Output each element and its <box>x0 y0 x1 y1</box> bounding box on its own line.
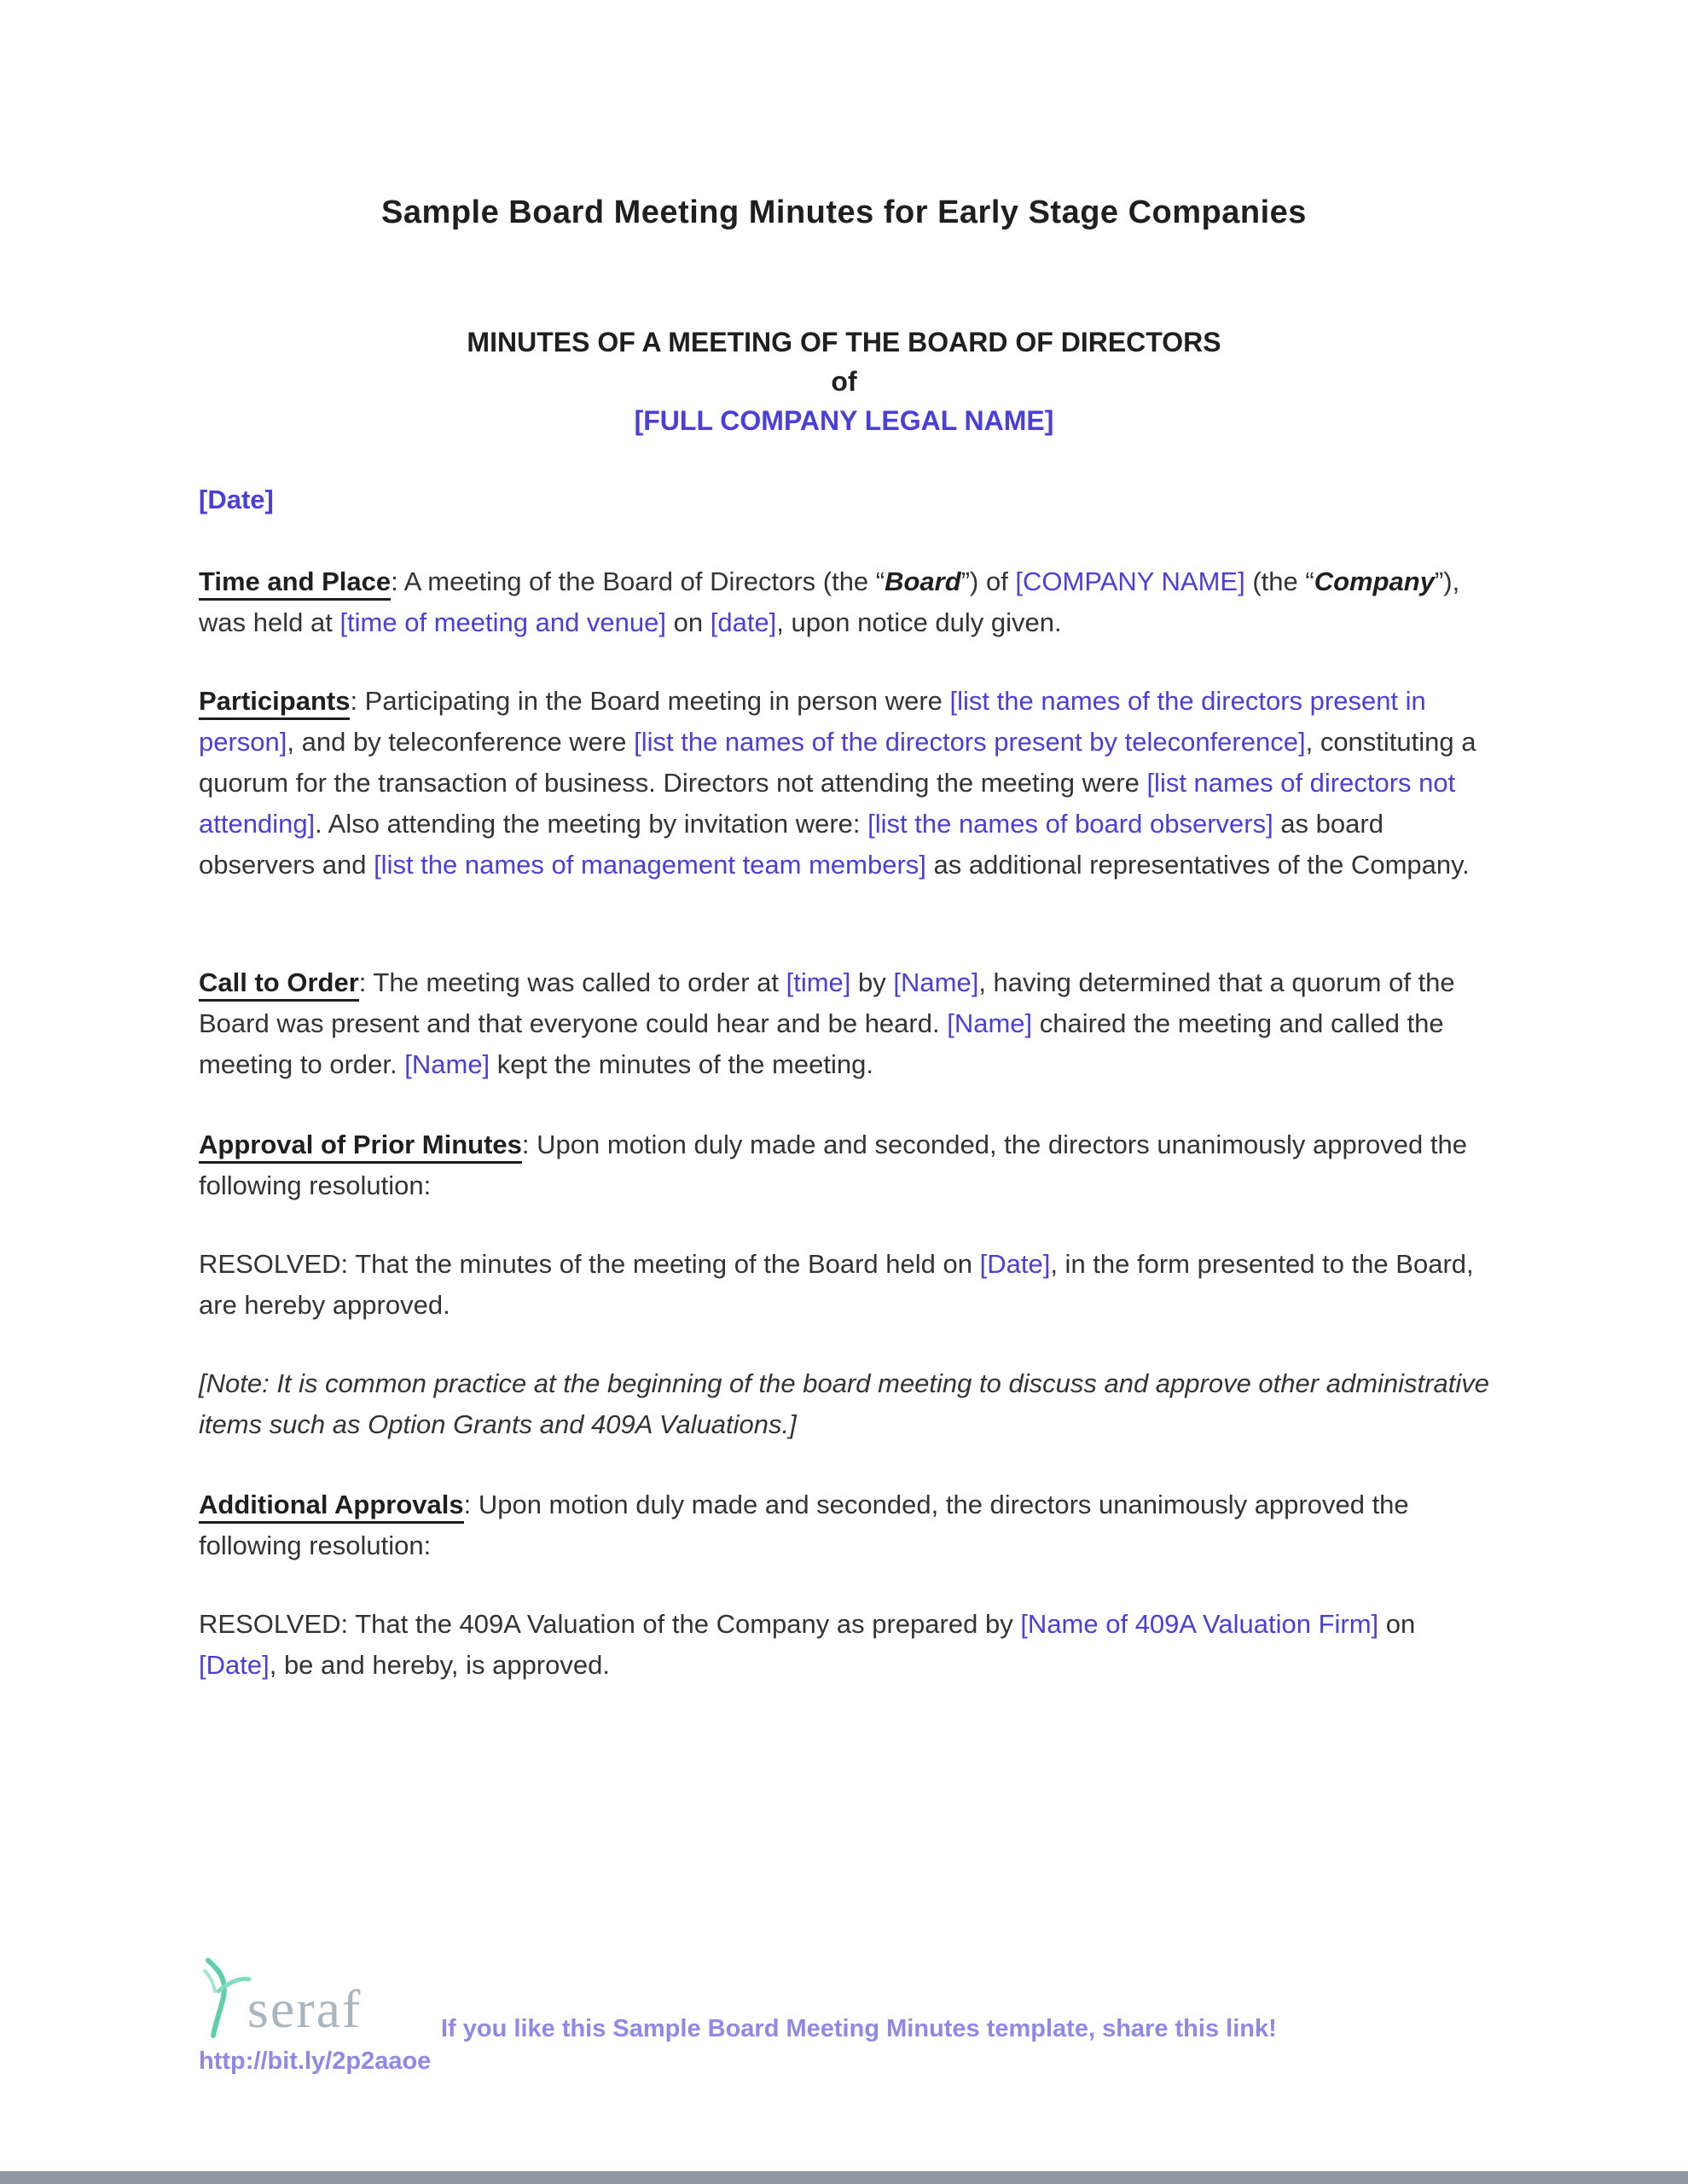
date-placeholder: [Date] <box>199 1650 270 1680</box>
time-and-place-label: Time and Place <box>199 566 391 601</box>
paragraph-text: on <box>1378 1609 1416 1639</box>
share-link[interactable]: http://bit.ly/2p2aaoe <box>199 2048 432 2075</box>
date-placeholder: [Date] <box>199 485 274 514</box>
prior-minutes-label: Approval of Prior Minutes <box>199 1130 522 1164</box>
participants-paragraph <box>199 681 1495 886</box>
paragraph-text: RESOLVED: That the minutes of the meeting of the Board held on <box>199 1249 980 1279</box>
paragraph-text: . Also attending the meeting by invitation were: <box>315 809 868 839</box>
valuation-firm-placeholder: [Name of 409A Valuation Firm] <box>1020 1609 1379 1639</box>
document-title: Sample Board Meeting Minutes for Early Stage Companies <box>381 195 1307 230</box>
paragraph-text: by <box>850 967 894 997</box>
meeting-date-placeholder: [date] <box>710 607 777 637</box>
call-to-order-label: Call to Order <box>199 967 359 1002</box>
paragraph-text: : The meeting was called to order at <box>358 967 786 997</box>
directors-absent-placeholder: [list names of directors not attending] <box>199 768 1456 839</box>
paragraph-text: , and by teleconference were <box>287 727 635 757</box>
paragraph-text: , in the form presented to the Board, are hereby approved. <box>199 1249 1474 1320</box>
company-name-placeholder: [COMPANY NAME] <box>1015 566 1245 596</box>
paragraph-text: as additional representatives of the Company. <box>925 850 1470 880</box>
name-placeholder: [Name] <box>893 967 979 997</box>
management-team-placeholder: [list the names of management team members] <box>374 850 926 880</box>
note-paragraph: [Note: It is common practice at the beginning of the board meeting to discuss and approve other administrative items such as Option Grants and 409A Valuations.] <box>199 1368 1489 1439</box>
name-placeholder: [Name] <box>947 1008 1033 1038</box>
prior-minutes-paragraph <box>199 1124 1495 1206</box>
name-placeholder: [Name] <box>404 1049 490 1079</box>
minutes-heading-line: MINUTES OF A MEETING OF THE BOARD OF DIRECTORS <box>467 327 1221 357</box>
paragraph-text: : A meeting of the Board of Directors (the “ <box>391 566 885 596</box>
paragraph-text: kept the minutes of the meeting. <box>490 1049 873 1079</box>
paragraph-text: RESOLVED: That the 409A Valuation of the Company as prepared by <box>199 1609 1021 1639</box>
bottom-border <box>0 2171 1688 2184</box>
additional-approvals-label: Additional Approvals <box>199 1490 464 1524</box>
paragraph-text: : Upon motion duly made and seconded, the directors unanimously approved the following resolution: <box>199 1130 1467 1200</box>
defined-term-company: Company <box>1314 566 1435 596</box>
paragraph-text: , having determined that a quorum of the Board was present and that everyone could hear and be heard. <box>199 967 1455 1038</box>
paragraph-text: : Participating in the Board meeting in person were <box>350 686 950 716</box>
resolution-prior-minutes <box>199 1244 1495 1326</box>
defined-term-board: Board <box>885 566 961 596</box>
paragraph-text: (the “ <box>1244 566 1314 596</box>
participants-label: Participants <box>199 686 350 720</box>
additional-approvals-paragraph <box>199 1484 1495 1566</box>
paragraph-text: on <box>666 607 711 637</box>
minutes-heading <box>0 322 1688 440</box>
call-to-order-paragraph <box>199 962 1495 1085</box>
resolution-409a <box>199 1604 1495 1686</box>
paragraph-text: , upon notice duly given. <box>776 607 1062 637</box>
directors-teleconference-placeholder: [list the names of the directors present by teleconference] <box>634 727 1306 757</box>
seraf-logo-text: seraf <box>247 1978 363 2039</box>
time-and-place-paragraph <box>199 561 1495 643</box>
paragraph-text: , constituting a quorum for the transaction of business. Directors not attending the meeting were <box>199 727 1476 798</box>
paragraph-text: ”), was held at <box>199 566 1460 637</box>
directors-in-person-placeholder: [list the names of the directors present in person] <box>199 686 1426 757</box>
venue-placeholder: [time of meeting and venue] <box>339 607 667 637</box>
minutes-heading-of: of <box>831 366 857 397</box>
paragraph-text: , be and hereby, is approved. <box>269 1650 610 1680</box>
paragraph-text: chaired the meeting and called the meeting to order. <box>199 1008 1444 1079</box>
share-message: If you like this Sample Board Meeting Minutes template, share this link! <box>441 2015 1277 2042</box>
company-legal-name-placeholder: [FULL COMPANY LEGAL NAME] <box>634 405 1054 436</box>
paragraph-text: : Upon motion duly made and seconded, the directors unanimously approved the following resolution: <box>199 1490 1409 1560</box>
paragraph-text: as board observers and <box>199 809 1383 880</box>
board-observers-placeholder: [list the names of board observers] <box>867 809 1273 839</box>
paragraph-text: ”) of <box>960 566 1016 596</box>
date-placeholder: [Date] <box>979 1249 1051 1279</box>
time-placeholder: [time] <box>786 967 851 997</box>
